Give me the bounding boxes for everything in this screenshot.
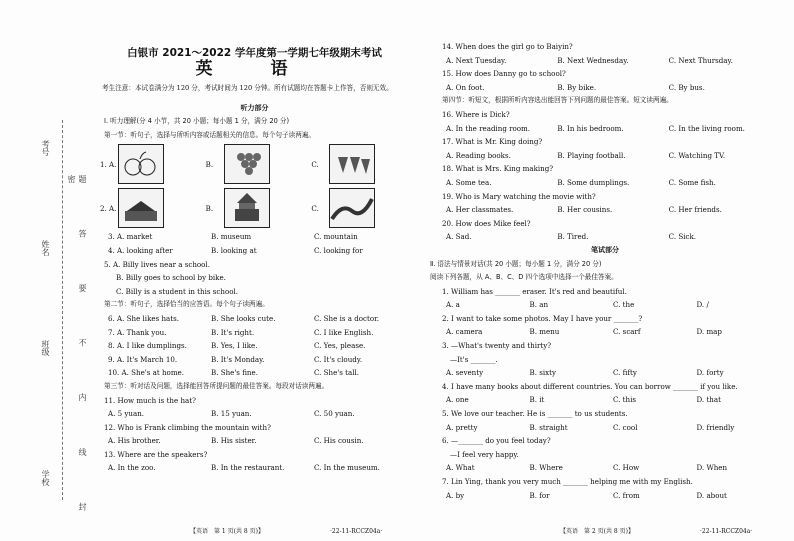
apples-picture [118,144,164,184]
option: D. friendly [696,422,735,432]
g2-stem: 2. I want to take some photos. May I have your _______? [442,313,643,323]
g7-options [430,489,780,503]
option: C. Some fish. [668,177,716,187]
q5-option-c: C. Billy is a student in this school. [116,286,239,296]
option: A. 5 yuan. [108,409,145,419]
seal-line [62,120,63,500]
option: C. Next Thursday. [668,55,733,65]
kaohao-label: 考号 [41,140,50,156]
q9-options [92,353,417,367]
g5-stem: 5. We love our teacher. He is _______ to us students. [442,409,628,419]
option: B. sixty [529,368,556,378]
q16-stem: 16. Where is Dick? [442,109,510,119]
option: C. fifty [613,368,637,378]
g3-reply: —It's _______. [450,354,498,364]
q15-stem: 15. How does Danny go to school? [442,69,566,79]
grammar-instruction: 阅读下列各题，从 A、B、C、D 四个选项中选择一个最佳答案。 [430,273,618,282]
option-label: C. [311,203,319,213]
q20-stem: 20. How does Mike feel? [442,218,531,228]
section2-heading: 第二节：听句子，选择恰当的应答语。每个句子读两遍。 [104,300,269,309]
q18-options [430,176,780,190]
option: C. Watching TV. [668,150,726,160]
q13-stem: 13. Where are the speakers? [104,449,208,459]
option: A. Her classmates. [446,205,514,215]
g3-options [430,366,780,380]
g5-options [430,421,780,435]
q8-options [92,339,417,353]
option-label: 2. A. [100,203,117,213]
option: C. In the living room. [668,123,745,133]
option: B. It's right. [211,327,255,337]
option: B. an [529,300,549,310]
option: C. cool [613,422,638,432]
option: B. Her cousins. [557,205,613,215]
option: B. Yes, I like. [211,341,258,351]
option: C. Sick. [668,232,696,242]
option: C. I like English. [314,327,374,337]
binding-margin [0,0,92,541]
option: B. It's Monday. [211,354,265,364]
option: C. In the museum. [314,463,380,473]
g3-stem: 3. —What's twenty and thirty? [442,341,552,351]
right-page-footer: 【英语 第 2 页(共 8 页)】 [560,528,634,535]
option: A. by [446,490,465,500]
option: B. By bike. [557,82,597,92]
option: B. She looks cute. [211,313,276,323]
option: D. / [696,300,709,310]
option: B. straight [529,422,568,432]
option: A. What [446,463,475,473]
q12-stem: 12. Who is Frank climbing the mountain with? [104,422,271,432]
option: B. museum [211,232,252,242]
q19-options [430,203,780,217]
picture-row-1 [92,142,417,186]
option: A. a [446,300,460,310]
option: 4. A. looking after [108,245,173,255]
option: D. about [696,490,727,500]
g4-stem: 4. I have many books about different countries. You can borrow _______ if you like. [442,381,738,391]
q11-options [92,407,417,421]
q12-options [92,434,417,448]
q4-options [92,244,417,258]
option: A. camera [446,327,483,337]
option: C. looking for [314,245,363,255]
option: B. Where [529,463,563,473]
q6-options [92,312,417,326]
option: A. Reading books. [446,150,511,160]
option: C. How [613,463,640,473]
option: D. that [696,395,721,405]
written-section-title: 笔试部分 [591,245,619,254]
option: B. menu [529,327,560,337]
option: C. It's cloudy. [314,354,363,364]
great-wall-picture [329,188,375,228]
option: D. forty [696,368,724,378]
left-page-footer: 【英语 第 1 页(共 8 页)】 [190,528,264,535]
option: 8. A. I like dumplings. [108,341,187,351]
q7-options [92,326,417,340]
option: C. from [613,490,640,500]
g6-options [430,461,780,475]
option: B. Playing football. [557,150,626,160]
subject-title: 英 语 [195,59,314,79]
option: C. the [613,300,635,310]
q10-options [92,366,417,380]
option: B. In the restaurant. [211,463,285,473]
option: C. this [613,395,637,405]
option-label: 1. A. [100,159,117,169]
g1-options [430,298,780,312]
left-page-code: ·22-11-RCCZ04a· [330,528,383,535]
option: 10. A. She's at home. [108,368,184,378]
option: B. for [529,490,550,500]
option: C. His cousin. [314,436,364,446]
option: B. She's fine. [211,368,258,378]
temple-of-heaven-picture [224,188,270,228]
option: C. 50 yuan. [314,409,355,419]
section1-heading: 第一节：听句子，选择与所听内容或话题相关的信息。每个句子读两遍。 [104,130,315,139]
listening-section-title: 听力部分 [240,103,269,112]
q20-options [430,230,780,244]
q18-stem: 18. What is Mrs. King making? [442,164,554,174]
option: B. 15 yuan. [211,409,252,419]
option: C. scarf [613,327,641,337]
option: D. map [696,327,722,337]
option: C. She's tall. [314,368,360,378]
option-label: B. [205,203,214,213]
option: 6. A. She likes hats. [108,313,180,323]
q15-options [430,81,780,95]
g2-options [430,325,780,339]
option: C. She is a doctor. [314,313,379,323]
q11-stem: 11. How much is the hat? [104,395,196,405]
option: A. Some tea. [446,177,492,187]
option: A. In the reading room. [446,123,531,133]
option-label: C. [311,159,319,169]
section3-heading: 第三节：听对话及问题，选择能回答所提问题的最佳答案。每段对话读两遍。 [104,381,329,390]
option: A. Sad. [446,232,472,242]
left-page [92,0,417,475]
option: B. In his bedroom. [557,123,624,133]
q5-option-a: 5. A. Billy lives near a school. [104,259,210,269]
option: B. Next Wednesday. [557,55,629,65]
option: A. seventy [446,368,484,378]
g6-reply: —I feel very happy. [450,449,519,459]
option: C. Yes, please. [314,341,366,351]
right-page-code: ·22-11-RCCZ04a· [700,528,753,535]
option: A. His brother. [108,436,161,446]
xuexiao-label: 学校 [41,470,50,486]
q5-option-b: B. Billy goes to school by bike. [116,273,226,283]
option: A. In the zoo. [108,463,156,473]
listening-heading: Ⅰ. 听力理解(分 4 小节，共 20 小题；每小题 1 分，满分 20 分) [104,117,290,126]
g7-stem: 7. Lin Ying, thank you very much _______ helping me with my English. [442,477,693,486]
option: C. Her friends. [668,205,722,215]
picture-row-2 [92,186,417,230]
option: C. By bus. [668,82,705,92]
grammar-heading: Ⅱ. 语法与情景对话(共 20 小题；每小题 1 分，满分 20 分) [430,259,602,268]
q13-options [92,461,417,475]
option: 3. A. market [108,232,153,242]
option: C. mountain [314,232,358,242]
right-page [430,40,780,502]
option: D. When [696,463,728,473]
q3-options [92,230,417,244]
option: B. it [529,395,545,405]
option: B. Some dumplings. [557,177,630,187]
q17-stem: 17. What is Mr. King doing? [442,137,543,147]
option: 7. A. Thank you. [108,327,167,337]
option: B. Tired. [557,232,589,242]
tiananmen-picture [118,188,164,228]
q16-options [430,122,780,136]
exam-title: 白银市 2021～2022 学年度第一学期七年级期末考试 [127,47,382,59]
g1-stem: 1. William has _______ eraser. It's red and beautiful. [442,286,627,296]
option: 9. A. It's March 10. [108,354,178,364]
q14-stem: 14. When does the girl go to Baiyin? [442,42,573,51]
option: A. On foot. [446,82,485,92]
g4-options [430,393,780,407]
option: A. Next Tuesday. [446,55,507,65]
exam-notice: 考生注意：本试卷满分为 120 分，考试时间为 120 分钟。所有试题均在答题卡上作答，否则无效。 [102,83,393,92]
q19-stem: 19. Who is Mary watching the movie with? [442,191,596,201]
g6-stem: 6. —_______ do you feel today? [442,436,551,446]
strawberries-picture [329,144,375,184]
option: B. looking at [211,245,257,255]
seal-text: 题 答 要 不 内 线 封 密 [67,175,87,533]
option: A. pretty [446,422,478,432]
option-label: B. [205,159,214,169]
option: B. His sister. [211,436,257,446]
grapes-picture [224,144,270,184]
section4-heading: 第四节：听短文，根据所听内容选出能回答下列问题的最佳答案。短文读两遍。 [442,96,673,105]
banji-label: 班级 [41,340,50,356]
option: A. one [446,395,469,405]
xingming-label: 姓名 [41,240,50,256]
q17-options [430,149,780,163]
q14-options [430,54,780,68]
